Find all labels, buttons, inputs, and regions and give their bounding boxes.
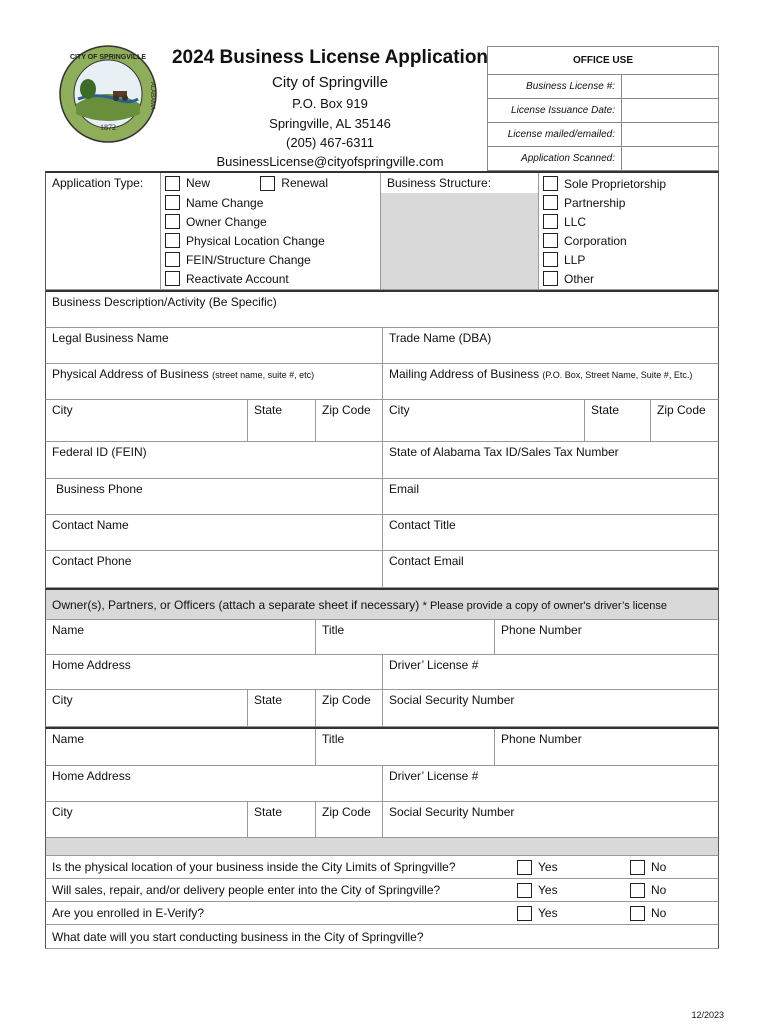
home-address-label: Home Address [52,658,131,672]
no-label: No [651,906,667,920]
checkbox[interactable] [543,233,558,248]
owner-ssn-field[interactable] [383,690,718,726]
checkbox[interactable] [630,883,645,898]
state-label: State [254,693,283,707]
option-renewal: Renewal [281,175,328,190]
checkbox[interactable] [517,860,532,875]
mailing-address-hint: (P.O. Box, Street Name, Suite #, Etc.) [542,370,693,380]
owner-title-label: Title [322,732,345,746]
fein-label: Federal ID (FEIN) [52,445,147,459]
owner-phone-field[interactable] [495,620,718,654]
option-row [165,231,376,250]
checkbox[interactable] [517,906,532,921]
seal-top-text: CITY OF SPRINGVILLE [69,54,147,61]
owner-city-field[interactable] [46,690,248,726]
contact-title-label: Contact Title [389,518,456,532]
section-divider [45,838,719,856]
owner-zip-field[interactable] [316,690,383,726]
business-structure-options [539,173,718,289]
ssn-label: Social Security Number [389,805,515,819]
question-row [45,856,719,879]
checkbox[interactable] [260,176,275,191]
checkbox[interactable] [543,271,558,286]
legal-name-label: Legal Business Name [52,331,169,345]
option-sole-prop: Sole Proprietorship [564,176,667,191]
option-row [165,250,376,269]
contact-email-label: Contact Email [389,554,464,568]
revision-date: 12/2023 [691,1010,724,1020]
checkbox[interactable] [165,252,180,267]
question-e-verify: Are you enrolled in E-Verify? [52,906,205,920]
office-field-label: License Issuance Date: [488,99,622,123]
physical-address-label: Physical Address of Business [52,367,209,381]
email-label: Email [389,482,420,496]
owner-home-address-field[interactable] [46,766,383,801]
contact-name-field[interactable] [46,515,383,550]
owner-name-row [45,727,719,766]
al-tax-label: State of Alabama Tax ID/Sales Tax Number [389,445,619,459]
question-row [45,879,719,902]
city-label: City [52,693,73,707]
email-field[interactable] [383,479,718,514]
option-row [543,174,714,193]
owner-phone-label: Phone Number [501,732,582,746]
city-field[interactable] [46,400,248,441]
owner-title-field[interactable] [316,729,495,765]
yes-label: Yes [538,860,558,874]
home-address-label: Home Address [52,769,131,783]
description-row[interactable] [45,290,719,328]
owners-heading [46,595,718,615]
office-field-value[interactable] [622,123,719,147]
option-row [543,212,714,231]
owner-address-row [45,766,719,802]
option-llp: LLP [564,252,586,267]
zip-label: Zip Code [322,693,371,707]
checkbox[interactable] [630,860,645,875]
owner-address-row [45,655,719,690]
contact-row [45,515,719,551]
physical-address-field[interactable] [46,364,383,399]
office-field-value[interactable] [622,99,719,123]
checkbox[interactable] [165,271,180,286]
owner-title-field[interactable] [316,620,495,654]
mailing-city-field[interactable] [383,400,585,441]
drivers-license-label: Driver’ License # [389,658,479,672]
office-use-title: OFFICE USE [488,47,719,75]
phone-email-row [45,479,719,515]
fein-field[interactable] [46,442,383,478]
option-other: Other [564,271,595,286]
drivers-license-label: Driver’ License # [389,769,479,783]
office-field-label: License mailed/emailed: [488,123,622,147]
option-row [165,212,376,231]
option-row [543,193,714,212]
trade-name-label: Trade Name (DBA) [389,331,492,345]
office-field-value[interactable] [622,147,719,171]
zip-label: Zip Code [322,805,371,819]
name-row [45,328,719,364]
application-type-options [161,173,381,289]
owner-name-field[interactable] [46,729,316,765]
question-row [45,902,719,925]
yes-option [517,881,630,900]
owner-city-field[interactable] [46,802,248,837]
checkbox[interactable] [165,214,180,229]
office-use-table [487,46,719,171]
business-phone-label: Business Phone [56,482,143,496]
city-label: City [389,403,410,417]
option-row [543,250,714,269]
checkbox[interactable] [165,176,180,191]
legal-name-field[interactable] [46,328,383,363]
yes-label: Yes [538,883,558,897]
start-date-row[interactable] [45,925,719,949]
application-type-label: Application Type: [46,173,161,289]
contact-email-field[interactable] [383,551,718,587]
checkbox[interactable] [543,195,558,210]
contact-phone-label: Contact Phone [52,554,132,568]
start-date-question: What date will you start conducting business in the City of Springville? [52,929,424,944]
owner-zip-field[interactable] [316,802,383,837]
contact-phone-field[interactable] [46,551,383,587]
checkbox[interactable] [543,252,558,267]
mailing-address-label: Mailing Address of Business [389,367,540,381]
address-row [45,364,719,400]
option-owner-change: Owner Change [186,214,267,229]
owners-note: * Please provide a copy of owner's driver’s license [422,599,668,612]
no-option [630,881,666,900]
option-llc: LLC [564,214,587,229]
question-city-limits: Is the physical location of your business inside the City Limits of Springville? [52,860,456,874]
zip-field[interactable] [316,400,383,441]
contact-name-label: Contact Name [52,518,129,532]
owner-city-row [45,802,719,838]
owner-drivers-license-field[interactable] [383,766,718,801]
application-form [45,171,719,949]
option-row [165,269,376,288]
city-state-zip: Springville, AL 35146 [269,116,391,131]
checkbox[interactable] [517,883,532,898]
owner-title-label: Title [322,623,345,637]
mailing-zip-field[interactable] [651,400,718,441]
phone: (205) 467-6311 [286,135,374,150]
yes-label: Yes [538,906,558,920]
checkbox[interactable] [543,214,558,229]
email-address: BusinessLicense@cityofspringville.com [216,154,444,169]
checkbox[interactable] [165,233,180,248]
trade-name-field[interactable] [383,328,718,363]
owner-city-row [45,690,719,727]
option-corporation: Corporation [564,233,627,248]
owner-name-label: Name [52,623,85,637]
owner-state-field[interactable] [248,690,316,726]
no-label: No [651,883,667,897]
state-label: State [254,805,283,819]
no-option [630,858,666,877]
office-field-label: Application Scanned: [488,147,622,171]
state-field[interactable] [248,400,316,441]
contact-phone-row [45,551,719,588]
city-label: City [52,805,73,819]
city-name: City of Springville [272,74,388,91]
type-structure-row [45,171,719,290]
page-title: 2024 Business License Application [171,47,489,68]
city-seal-logo [58,44,158,144]
owner-name-field[interactable] [46,620,316,654]
contact-title-field[interactable] [383,515,718,550]
owner-home-address-field[interactable] [46,655,383,689]
question-sales-people: Will sales, repair, and/or delivery people enter into the City of Springville? [52,883,441,897]
tax-row [45,442,719,479]
zip-label: Zip Code [322,403,371,417]
seal-right-text: ALABAMA [149,81,155,111]
physical-address-hint: (street name, suite #, etc) [212,370,315,380]
option-row [165,193,376,212]
description-label: Business Description/Activity (Be Specific) [52,295,277,309]
office-field-label: Business License #: [488,75,622,99]
no-option [630,904,666,923]
seal-year: 1872 [100,123,116,132]
checkbox[interactable] [630,906,645,921]
owner-phone-field[interactable] [495,729,718,765]
no-label: No [651,860,667,874]
option-row [543,231,714,250]
owners-heading-row [45,588,719,620]
mailing-state-field[interactable] [585,400,651,441]
option-row [543,269,714,288]
option-fein-change: FEIN/Structure Change [186,252,311,267]
owner-name-row [45,620,719,655]
option-partnership: Partnership [564,195,626,210]
owner-phone-label: Phone Number [501,623,582,637]
owner-state-field[interactable] [248,802,316,837]
checkbox[interactable] [543,176,558,191]
zip-label: Zip Code [657,403,706,417]
city-row [45,400,719,442]
business-structure-label [381,173,539,289]
yes-option [517,858,630,877]
owner-drivers-license-field[interactable] [383,655,718,689]
checkbox[interactable] [165,195,180,210]
ssn-label: Social Security Number [389,693,515,707]
option-location-change: Physical Location Change [186,233,325,248]
city-label: City [52,403,73,417]
owner-name-label: Name [52,732,85,746]
office-field-value[interactable] [622,75,719,99]
option-new-row [165,174,376,193]
yes-option [517,904,630,923]
business-structure-text: Business Structure: [387,176,492,190]
option-new: New [186,175,211,190]
state-label: State [591,403,620,417]
al-tax-field[interactable] [383,442,718,478]
owners-heading-text: Owner(s), Partners, or Officers (attach a separate sheet if necessary) [52,597,420,612]
mailing-address-field[interactable] [383,364,718,399]
owner-ssn-field[interactable] [383,802,718,837]
option-reactivate: Reactivate Account [186,271,289,286]
business-phone-field[interactable] [46,479,383,514]
po-box: P.O. Box 919 [292,96,368,111]
state-label: State [254,403,283,417]
option-name-change: Name Change [186,195,264,210]
